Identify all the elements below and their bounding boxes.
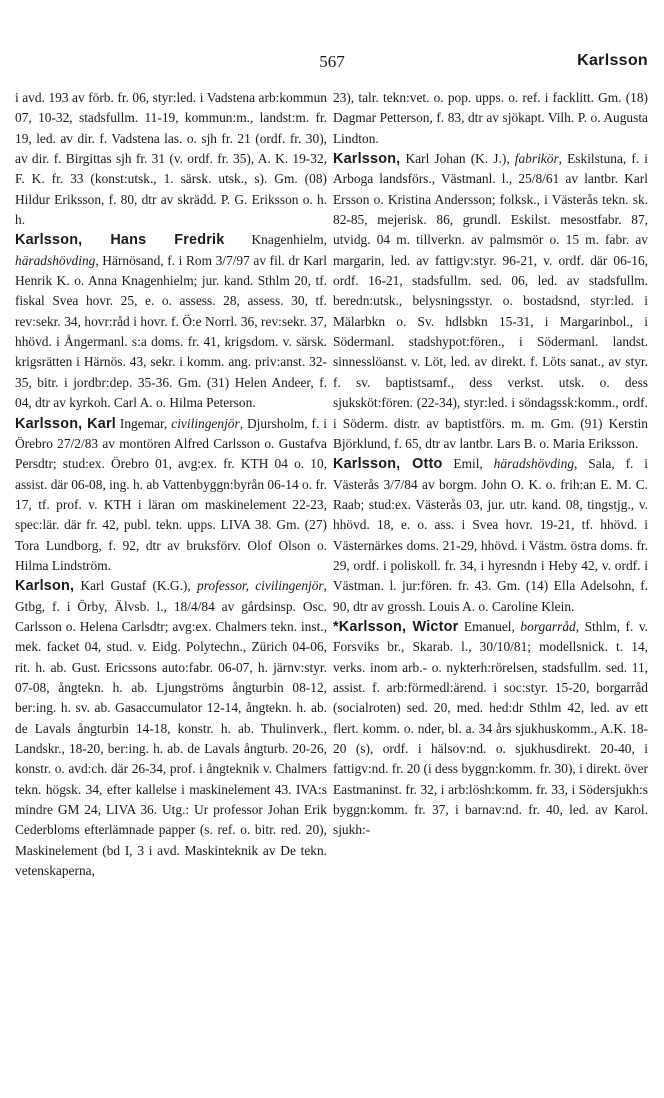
entry-karlsson-wictor-emanuel	[333, 617, 648, 841]
right-column	[333, 88, 648, 841]
entry-text: i avd. 193 av förb. fr. 06, styr:led. i Vadstena arb:kommun 07, 10-32, stadsfullm. 11-19, kommun:m., landst:m. fr. 19, led. av dir. f. Vadstena las. o. sjh fr. 21 (ordf. fr. 30), av dir. f. Birgittas sjh fr. 31 (v. ordf. fr. 35), A. K. 19-32, F. K. fr. 33 (konst:utsk., 1. särsk. utsk., s). Gm. (08) Hildur Eriksson, f. 80, dtr av skrädd. P. G. Eriksson o. h. h.	[15, 90, 327, 228]
entry-title: häradshövding	[15, 252, 96, 268]
entry-karlson-karl-gustaf	[15, 576, 327, 881]
entry-title: borgarråd	[520, 618, 576, 634]
entry-given-names: Karl Gustaf (K.G.),	[74, 578, 197, 594]
entry-title: civilingenjör	[171, 415, 240, 431]
entry-given-names: Knagenhielm,	[224, 232, 327, 248]
entry-text: , Eskilstuna, f. i Arboga landsförs., Västmanl. l., 25/8/61 av lantbr. Karl Ersson o. Kristina Andersson; folksk., i Västerås tekn. sk. 82-85, mejerisk. 86, grundl. Eskilst. mesostfabr. 87, utvidg. 04 m. tillverkn. av palmsmör o. 15 m. fabr. av margarin, led. av fattigv:styr. 96-21, v. ordf. där 06-16, ordf. 16-21, stadsfullm. sed. 06, led. av stadsfullm. beredn:utsk., belysningsstyr. o. bostadsnd, styr:led. i Mälarbkn o. Sv. hdlsbkn 15-31, i Margarinbol., i Södermanl. stadshypot:fören., i Södermanl. landst. sinnesslöanst. v. Löt, led. av direkt. f. Löts sanat., av styr. f. sv. baptistsamf., dess verkst. utsk. o. dess sjuksköt:fören. (22-34), styr:led. i söndagssk:komm., ordf. i Söderm. distr. av baptistförs. m. m. Gm. (91) Kerstin Björklund, f. 65, dtr av lantbr. Lars B. o. Maria Eriksson.	[333, 151, 648, 451]
entry-karlsson-hans-fredrik	[15, 230, 327, 413]
entry-title: häradshövding	[493, 456, 575, 472]
entry-text: , Sthlm, f. v. Forsviks br., Skarab. l., 30/10/81; modellsnick. t. 14, verks. inom arb.- o. nykterh:rörelsen, stadsfullm. sed. 11, assist. f. arb:förmedl:ärend. i soc:styr. 15-20, borgarråd (socialroten) sed. 20, med. hed:dr Sthlm 42, led. av ett flert. komm. o. nder, bl. a. 34 års sjukhuskomm., A.K. 18-20 (s), ordf. i hälsov:nd. o. sjukhusdirekt. 20-40, i fattigv:nd. fr. 20 (i dess byggn:komm. fr. 30), i direkt. över Eastmaninst. fr. 32, i arb:lösh:komm. fr. 33, i Södersjukh:s byggn:komm. fr. 37, i barnav:nd. fr. 40, led. av Karol. sjukh:-	[333, 618, 648, 838]
entry-karlsson-karl-ingemar	[15, 414, 327, 577]
entry-name: Karlson,	[15, 578, 75, 595]
entry-title: professor, civilingenjör	[197, 578, 324, 594]
left-column	[15, 88, 327, 881]
entry-given-names: Karl Johan (K. J.),	[400, 151, 515, 167]
entry-continuation	[333, 88, 648, 149]
entry-name: Karlsson, Otto	[333, 456, 443, 473]
entry-given-names: Emil,	[442, 456, 494, 472]
entry-name: Karlsson,	[333, 151, 401, 168]
entry-title: fabrikör	[514, 151, 559, 167]
entry-given-names: Emanuel,	[458, 618, 521, 634]
entry-text: , Sala, f. i Västerås 3/7/84 av borgm. John O. K. o. frih:an E. M. C. Raab; stud:ex. Västerås 03, jur. utr. kand. 08, tingstjg., v. hhövd. 18, e. o. ass. i Svea hovr. 19-21, tf. hhövd. i Västernärkes doms. 21-29, hhövd. i Västm. östra doms. fr. 29, ordf. i poliskoll. fr. 34, i hyresndn i Heby 42, v. ordf. i Västman. l. jur:fören. fr. 43. Gm. (14) Ella Adelsohn, f. 90, dtr av grossh. Louis A. o. Caroline Klein.	[333, 456, 648, 614]
entry-text: , Djursholm, f. i Örebro 27/2/83 av montören Alfred Carlsson o. Gustafva Persdtr; stud:ex. Örebro 01, avg:ex. fr. KTH 04 o. 10, assist. där 06-08, ing. h. ab Vattenbyggn:byrån 06-14 o. fr. 17, tf. prof. v. KTH i läran om maskinelement 22-23, spec:lär. där fr. 42, publ. tekn. upps. LIVA 38. Gm. (27) Tora Lundborg, f. 92, dtr av bruksförv. Olof Olson o. Hilma Lindström.	[15, 415, 328, 573]
entry-text: 23), talr. tekn:vet. o. pop. upps. o. ref. i facklitt. Gm. (18) Dagmar Petterson, f. 83, dtr av sjökapt. Vilh. P. o. Augusta Lindton.	[333, 90, 648, 146]
page-number: 567	[319, 52, 345, 71]
entry-karlsson-karl-johan	[333, 149, 648, 454]
entry-given-names: Ingemar,	[115, 415, 172, 431]
entry-text: , Härnösand, f. i Rom 3/7/97 av fil. dr Karl Henrik K. o. Anna Knagenhielm; jur. kand. Sthlm 20, tf. fiskal Svea hovr. 25, e. o. assess. 28, assess. 30, tf. rev:sekr. 34, hovr:råd i hovr. f. Ö:e Norrl. 36, rev:sekr. 37, hhövd. i Ångermanl. s:a doms. fr. 41, krigsdom. v. särsk. krigsrätten i Härnös. 43, sekr. i komm. ang. priv:anst. 32-35, bitr. i jordbr:dep. 35-36. Gm. (31) Helen Andeer, f. 04, dtr av kyrkoh. Carl A. o. Hilma Peterson.	[15, 252, 327, 411]
entry-karlsson-otto-emil	[333, 454, 648, 617]
entry-text: , Gtbg, f. i Örby, Älvsb. l., 18/4/84 av gårdsinsp. Osc. Carlsson o. Helena Carlsdtr; avg:ex. Chalmers tekn. inst., mek. facket 04, stud. v. Eidg. Polytechn., Zürich 04-06, rit. h. ab. Gust. Ericssons auto:fabr. 06-07, h. järnv:styr. 07-08, ångtekn. h. ab. Ljungströms ångturbin 08-12, ber:ing. h. sv. ab. Gasaccumulator 12-14, ångtekn. h. ab. de Lavals ångturbin 14-18, konstr. h. ab. Thulinverk., Landskr., 18-20, ber:ing. h. ab. de Lavals ångturb. 20-26, konstr. o. avd:ch. där 26-34, prof. i ångteknik v. Chalmers tekn. högsk. 34, efter kallelse i maskinelement 43. IVA:s mindre GM 24, LIVA 36. Utg.: Ur professor Johan Erik Cederbloms efterlämnade papper (s. ref. o. bitr. red. 20), Maskinelement (bd I, 3 i avd. Maskinteknik av De tekn. vetenskaperna,	[15, 578, 327, 879]
entry-continuation	[15, 88, 327, 230]
running-title: Karlsson	[577, 52, 648, 69]
entry-name: *Karlsson, Wictor	[333, 618, 459, 635]
entry-name: Karlsson, Hans Fredrik	[15, 232, 225, 249]
entry-name: Karlsson, Karl	[15, 415, 116, 432]
